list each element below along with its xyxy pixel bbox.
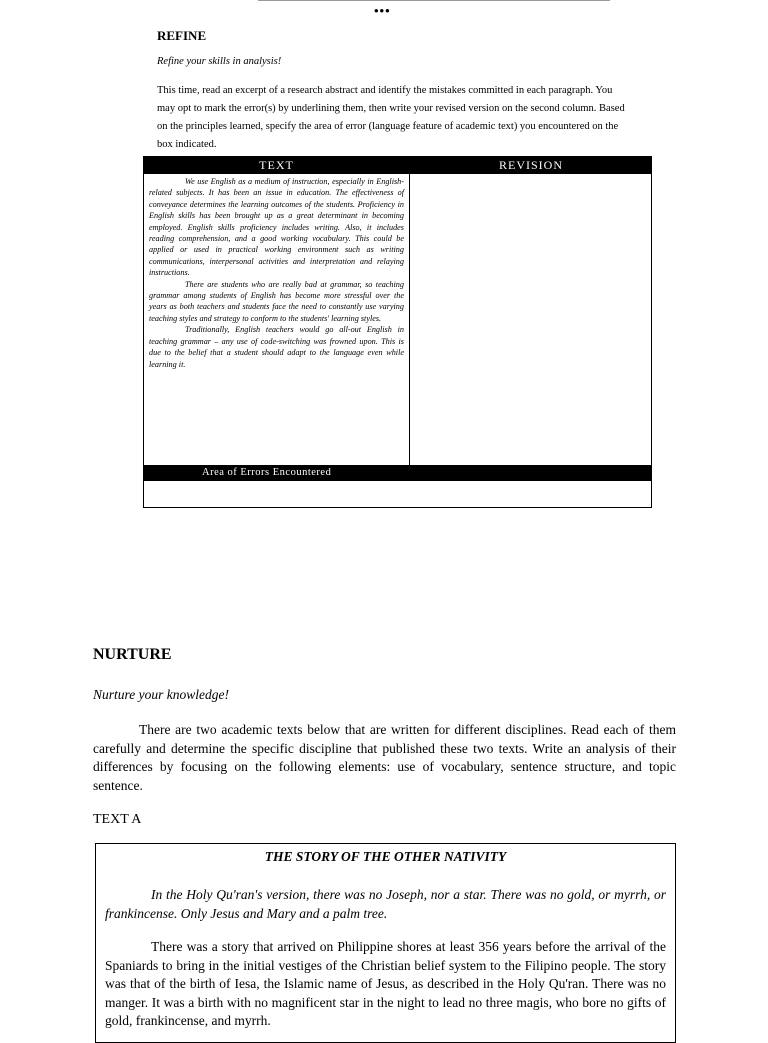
top-divider xyxy=(258,0,610,1)
text-a-body xyxy=(105,938,666,1031)
abstract-excerpt xyxy=(149,176,404,370)
revision-column-header: REVISION xyxy=(410,157,652,174)
continuation-dots: ••• xyxy=(374,3,391,18)
nurture-instructions xyxy=(93,721,676,795)
area-of-errors-header xyxy=(144,465,651,481)
column-divider xyxy=(409,157,410,465)
text-a-intro xyxy=(105,886,666,923)
text-column-header: TEXT xyxy=(144,157,409,174)
refine-instructions xyxy=(157,82,627,154)
nurture-heading: NURTURE xyxy=(93,646,172,663)
nurture-instructions-text: There are two academic texts below that are written for different disciplines. Read each of them carefully and determine the specific discipline that published these two texts. Write an analysis of their differences by focusing on the following elements: use of vocabulary, sentence structure, and topic sentence. xyxy=(93,722,676,793)
nurture-subtitle: Nurture your knowledge! xyxy=(93,687,229,702)
area-of-errors-box xyxy=(144,481,651,507)
text-a-box xyxy=(95,843,676,1043)
text-a-label: TEXT A xyxy=(93,812,142,827)
text-a-body-text: There was a story that arrived on Philippine shores at least 356 years before the arrival of the Spaniards to bring in the initial vestiges of the Christian belief system to the Filipino people. The story was that of the birth of Iesa, the Islamic name of Jesus, as described in the Holy Qu'ran. There was no manger. It was a birth with no magnificent star in the night to lead no three magis, who bore no gifts of gold, frankincense, and myrrh. xyxy=(105,939,666,1028)
area-of-errors-label: Area of Errors Encountered xyxy=(202,467,332,478)
text-a-title: THE STORY OF THE OTHER NATIVITY xyxy=(264,849,507,864)
revision-table xyxy=(143,156,652,508)
refine-subtitle: Refine your skills in analysis! xyxy=(157,56,282,67)
refine-heading: REFINE xyxy=(157,28,207,43)
excerpt-paragraph: There are students who are really bad at grammar, so teaching grammar among students of English has become more stressful over the years as both teachers and students face the need to constantly use varying teaching styles and strategy to conform to the students' learning styles. xyxy=(149,279,404,323)
excerpt-paragraph: Traditionally, English teachers would go all-out English in teaching grammar – any use of code-switching was frowned upon. This is due to the belief that a student should adapt to the language even while learning it. xyxy=(149,325,404,369)
text-a-intro-text: In the Holy Qu'ran's version, there was no Joseph, nor a star. There was no gold, or myrrh, or frankincense. Only Jesus and Mary and a palm tree. xyxy=(105,887,666,921)
refine-instructions-text: This time, read an excerpt of a research abstract and identify the mistakes committed in each paragraph. You may opt to mark the error(s) by underlining them, then write your revised version on the second column. Based on the principles learned, specify the area of error (language feature of academic text) you encountered on the box indicated. xyxy=(157,85,625,150)
excerpt-paragraph: We use English as a medium of instruction, especially in English-related subjects. It has been an issue in education. The effectiveness of conveyance determines the learning outcomes of the students. Proficiency in English skills has been brought up as a great determinant in becoming employed. English skills proficiency includes writing. Also, it includes reading comprehension, and a good working vocabulary. This could be applied or used in practical working environment such as writing communications, interpersonal activities and interpretation and relaying instructions. xyxy=(149,177,404,278)
